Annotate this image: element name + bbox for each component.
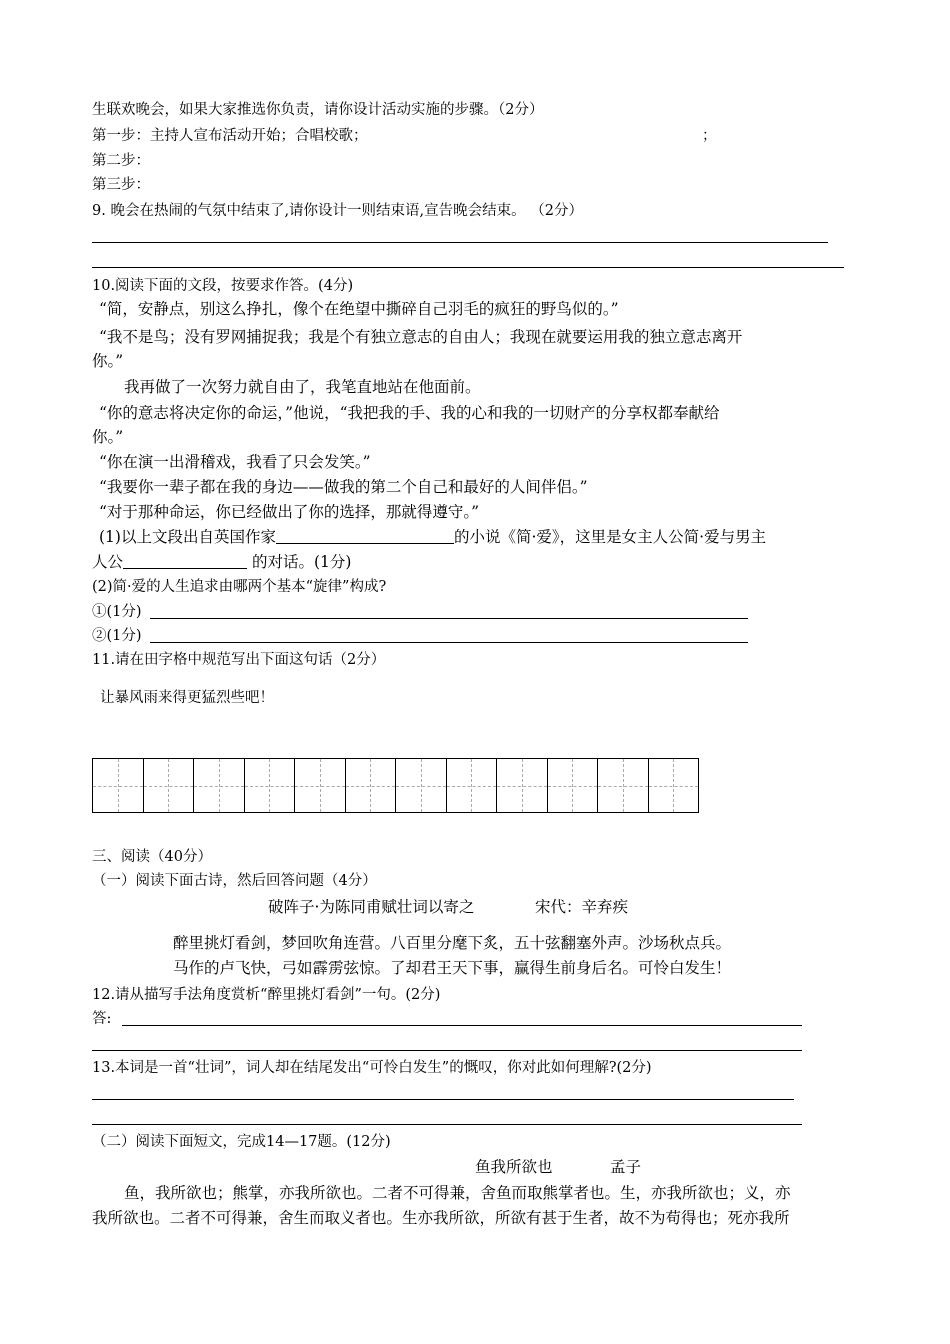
q10-ans2-line[interactable] xyxy=(150,642,748,643)
q10-ans2-label: ②(1分) xyxy=(92,628,142,644)
q10-para-2b: 你。” xyxy=(92,352,124,370)
q10-sub1-suffix: 的小说《简·爱》，这里是女主人公简·爱与男主 xyxy=(453,528,767,546)
q10-ans1-line[interactable] xyxy=(150,618,748,619)
section3-part1: （一）阅读下面古诗，然后回答问题（4分） xyxy=(92,873,377,889)
tianzige-grid xyxy=(92,758,699,813)
grid-cell[interactable] xyxy=(395,759,446,812)
grid-cell[interactable] xyxy=(345,759,396,812)
q12-answer-line-2[interactable] xyxy=(92,1050,802,1051)
q10-para-5: “你在演一出滑稽戏，我看了只会发笑。” xyxy=(99,453,371,471)
q10-para-3: 我再做了一次努力就自由了，我笔直地站在他面前。 xyxy=(124,378,481,396)
q10-title: 10.阅读下面的文段，按要求作答。(4分) xyxy=(92,278,354,294)
q8-step3: 第三步： xyxy=(92,177,150,193)
q8-step1-end: ； xyxy=(702,128,717,144)
grid-cell[interactable] xyxy=(496,759,547,812)
section3-part2: （二）阅读下面短文，完成14—17题。(12分) xyxy=(92,1134,391,1150)
text-author: 孟子 xyxy=(610,1158,642,1176)
grid-cell[interactable] xyxy=(597,759,648,812)
q13-text: 13.本词是一首“壮词”，词人却在结尾发出“可怜白发生”的慨叹，你对此如何理解?(2分) xyxy=(92,1060,652,1076)
q10-sub1-hero-prefix: 人公 xyxy=(92,553,124,571)
grid-cell[interactable] xyxy=(648,759,699,812)
q8-step2: 第二步： xyxy=(92,153,150,169)
grid-cell[interactable] xyxy=(547,759,598,812)
q12-text: 12.请从描写手法角度赏析“醉里挑灯看剑”一句。(2分) xyxy=(92,987,441,1003)
q10-sub1-line2 xyxy=(92,553,351,571)
q10-para-6: “我要你一辈子都在我的身边——做我的第二个自己和最好的人间伴侣。” xyxy=(99,478,588,496)
q10-sub1-hero-suffix: 的对话。(1分) xyxy=(251,553,352,571)
poem-line-1: 醉里挑灯看剑，梦回吹角连营。八百里分麾下炙，五十弦翻塞外声。沙场秋点兵。 xyxy=(173,934,732,952)
q10-para-4a: “你的意志将决定你的命运，”他说，“我把我的手、我的心和我的一切财产的分享权都奉献给 xyxy=(99,404,720,422)
q10-para-1: “简，安静点，别这么挣扎，像个在绝望中撕碎自己羽毛的疯狂的野鸟似的。” xyxy=(99,300,619,318)
grid-cell[interactable] xyxy=(244,759,295,812)
grid-cell[interactable] xyxy=(446,759,497,812)
grid-cell[interactable] xyxy=(193,759,244,812)
q8-intro: 生联欢晚会，如果大家推选你负责，请你设计活动实施的步骤。（2分） xyxy=(92,102,544,118)
q11-title: 11.请在田字格中规范写出下面这句话（2分） xyxy=(92,652,386,668)
poem-title: 破阵子·为陈同甫赋壮词以寄之 xyxy=(268,898,475,916)
q12-answer-label: 答: xyxy=(92,1011,112,1027)
q10-sub2: (2)简·爱的人生追求由哪两个基本“旋律”构成? xyxy=(92,579,387,595)
text-para-line-2: 我所欲也。二者不可得兼，舍生而取义者也。生亦我所欲，所欲有甚于生者，故不为苟得也；死亦我所 xyxy=(92,1209,790,1227)
q11-sentence: 让暴风雨来得更猛烈些吧！ xyxy=(100,690,274,706)
q10-para-2a: “我不是鸟；没有罗网捕捉我；我是个有独立意志的自由人；我现在就要运用我的独立意志离开 xyxy=(99,328,743,346)
q10-para-4b: 你。” xyxy=(92,428,124,446)
q12-answer-line-1[interactable] xyxy=(122,1025,802,1026)
section3-title: 三、阅读（40分） xyxy=(92,849,212,865)
q10-para-7: “对于那种命运，你已经做出了你的选择，那就得遵守。” xyxy=(99,503,480,521)
text-title: 鱼我所欲也 xyxy=(475,1158,553,1176)
q10-ans1-label: ①(1分) xyxy=(92,604,142,620)
grid-cell[interactable] xyxy=(294,759,345,812)
poem-line-2: 马作的卢飞快，弓如霹雳弦惊。了却君王天下事，赢得生前身后名。可怜白发生！ xyxy=(173,959,732,977)
grid-cell[interactable] xyxy=(143,759,194,812)
q10-sub1-line1 xyxy=(99,528,766,546)
grid-cell[interactable] xyxy=(93,759,143,812)
text-para-line-1: 鱼，我所欲也；熊掌，亦我所欲也。二者不可得兼，舍鱼而取熊掌者也。生，亦我所欲也；义，亦 xyxy=(124,1184,791,1202)
q9-text: 9. 晚会在热闹的气氛中结束了,请你设计一则结束语,宣告晚会结束。 （2分） xyxy=(92,203,583,219)
q8-step1: 第一步：主持人宣布活动开始；合唱校歌； xyxy=(92,128,368,144)
poem-author: 宋代：辛弃疾 xyxy=(535,898,629,916)
q13-answer-line-1[interactable] xyxy=(92,1099,794,1100)
q9-answer-line-1[interactable] xyxy=(92,242,828,243)
q10-sub1-prefix: (1)以上文段出自英国作家 xyxy=(99,528,276,546)
q9-answer-line-2[interactable] xyxy=(92,267,844,268)
author-blank[interactable] xyxy=(276,529,454,544)
hero-blank[interactable] xyxy=(123,554,247,569)
q13-answer-line-2[interactable] xyxy=(92,1124,802,1125)
